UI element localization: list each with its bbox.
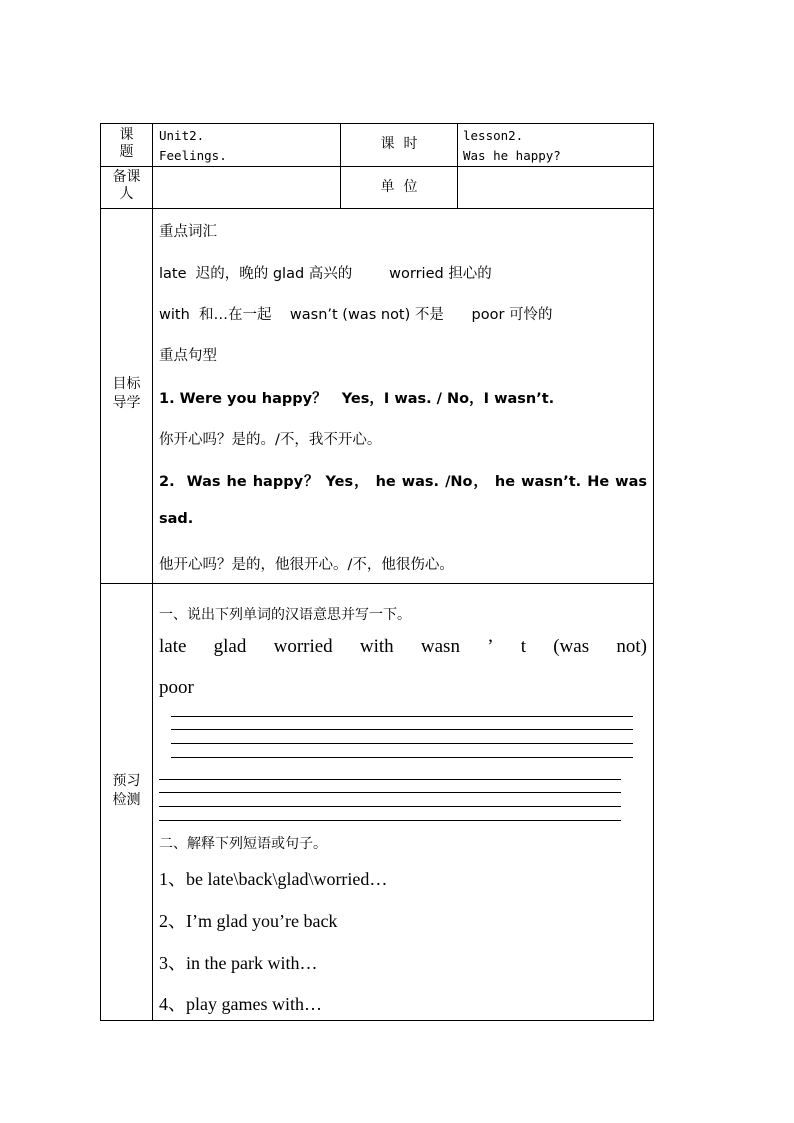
word-item: t	[520, 636, 527, 657]
phrase-item: 2、I’m glad you’re back	[159, 911, 338, 931]
column-divider	[457, 124, 458, 208]
row-divider	[101, 208, 653, 209]
topic-label: 课 题	[119, 127, 134, 160]
phrase-item: 3、in the park with…	[159, 953, 318, 973]
answer-line[interactable]	[171, 757, 633, 758]
word-item: wasn	[420, 636, 460, 657]
answer-line[interactable]	[159, 806, 621, 807]
column-divider	[152, 124, 153, 1020]
part-1-title: 一、说出下列单词的汉语意思并写一下。	[159, 607, 411, 623]
sentence-2-translation: 他开心吗？是的，他很开心。/不，他很伤心。	[159, 557, 454, 573]
topic-title: Feelings.	[159, 148, 227, 163]
phrase-item: 4、play games with…	[159, 994, 322, 1014]
lesson-number: lesson2.	[463, 128, 524, 143]
teacher-label: 备课 人	[112, 169, 141, 202]
lesson-plan-table	[100, 123, 654, 1021]
topic-unit: Unit2.	[159, 128, 205, 143]
answer-line[interactable]	[171, 729, 633, 730]
answer-line[interactable]	[171, 716, 633, 717]
answer-line[interactable]	[159, 779, 621, 780]
sentence-2: 2. Was he happy？ Yes， he was. /No， he wasn’t. He was	[159, 474, 647, 490]
word-item-poor: poor	[159, 677, 194, 698]
word-item: late	[159, 636, 187, 657]
unit-label: 单 位	[380, 179, 418, 195]
answer-line[interactable]	[159, 820, 621, 821]
word-item: (was	[553, 636, 590, 657]
period-label: 课 时	[380, 136, 418, 152]
answer-line[interactable]	[159, 792, 621, 793]
word-item: worried	[273, 636, 333, 657]
sentence-1-translation: 你开心吗？是的。/不，我不开心。	[159, 432, 382, 448]
answer-line[interactable]	[171, 743, 633, 744]
word-list	[159, 636, 647, 658]
part-2-title: 二、解释下列短语或句子。	[159, 836, 327, 852]
preview-label: 预习 检测	[112, 773, 141, 808]
vocab-line-2: with 和…在一起 wasn’t (was not) 不是 poor 可怜的	[159, 307, 553, 323]
word-item: glad	[213, 636, 247, 657]
goals-label: 目标 导学	[112, 376, 141, 411]
phrase-item: 1、be late\back\glad\worried…	[159, 869, 388, 889]
word-item: with	[359, 636, 394, 657]
vocab-line-1: late 迟的，晚的 glad 高兴的 worried 担心的	[159, 266, 492, 282]
word-item: not)	[616, 636, 647, 657]
sentence-1: 1. Were you happy？ Yes，I was. / No，I wasn’t.	[159, 391, 555, 407]
sentence-title: 重点句型	[159, 348, 217, 364]
lesson-title: Was he happy?	[463, 148, 561, 163]
vocab-title: 重点词汇	[159, 224, 217, 240]
row-divider	[101, 166, 653, 167]
word-item: ’	[487, 636, 494, 657]
sentence-2-cont: sad.	[159, 511, 194, 527]
row-divider	[101, 583, 653, 584]
